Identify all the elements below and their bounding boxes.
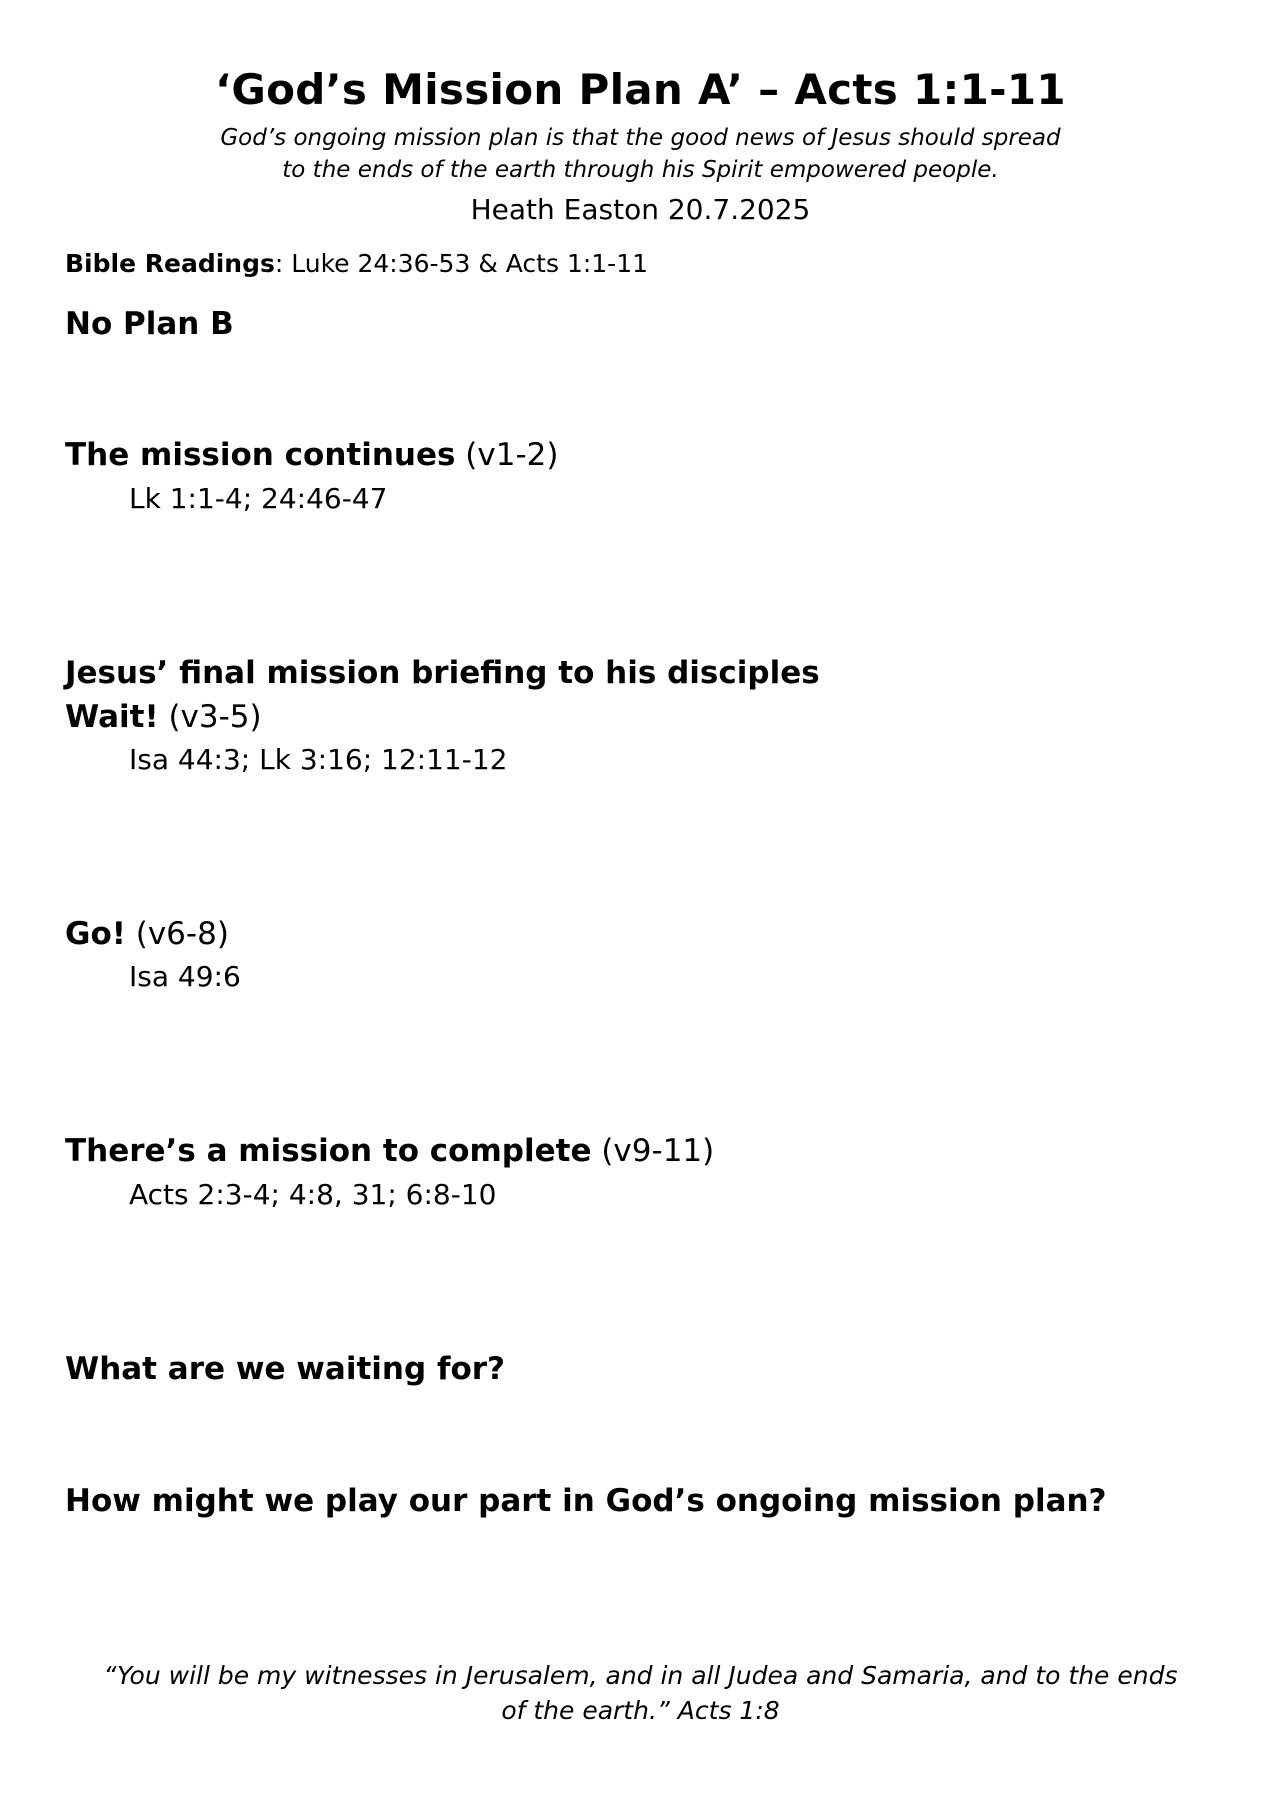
heading-mission-continues xyxy=(65,434,558,476)
subtitle-line-1: God’s ongoing mission plan is that the good news of Jesus should spread xyxy=(220,125,1061,151)
heading-play-our-part xyxy=(65,1480,1107,1522)
heading-mission-complete-text: There’s a mission to complete xyxy=(65,1133,592,1169)
bible-readings-label: Bible Readings xyxy=(65,249,275,278)
bible-readings-text: : Luke 24:36-53 & Acts 1:1-11 xyxy=(274,249,649,278)
heading-no-plan-b xyxy=(65,303,234,345)
heading-waiting-for xyxy=(65,1348,505,1390)
author-date: Heath Easton 20.7.2025 xyxy=(470,193,811,226)
refs-wait: Isa 44:3; Lk 3:16; 12:11-12 xyxy=(129,743,508,776)
footer-quote-line-2: of the earth.” Acts 1:8 xyxy=(501,1696,780,1725)
page-title: ‘God’s Mission Plan A’ – Acts 1:1-11 xyxy=(215,65,1066,114)
heading-no-plan-b-text: No Plan B xyxy=(65,306,234,342)
heading-mission-complete xyxy=(65,1130,714,1172)
subtitle-line-2: to the ends of the earth through his Spirit empowered people. xyxy=(282,157,999,183)
heading-mission-continues-verses: (v1-2) xyxy=(455,437,559,473)
heading-mission-continues-text: The mission continues xyxy=(65,437,456,473)
heading-go xyxy=(65,913,229,955)
heading-mission-complete-verses: (v9-11) xyxy=(591,1133,715,1169)
heading-wait-text: Wait! xyxy=(65,699,159,735)
heading-go-verses: (v6-8) xyxy=(125,916,229,952)
heading-wait-verses: (v3-5) xyxy=(158,699,262,735)
heading-play-our-part-text: How might we play our part in God’s ongoing mission plan? xyxy=(65,1483,1107,1519)
subtitle xyxy=(0,122,1281,186)
bible-readings xyxy=(65,247,648,281)
refs-go: Isa 49:6 xyxy=(129,960,241,993)
heading-wait xyxy=(65,696,262,738)
refs-mission-complete: Acts 2:3-4; 4:8, 31; 6:8-10 xyxy=(129,1178,497,1211)
heading-final-briefing-text: Jesus’ final mission briefing to his disciples xyxy=(65,655,820,691)
heading-waiting-for-text: What are we waiting for? xyxy=(65,1351,506,1387)
heading-go-text: Go! xyxy=(65,916,126,952)
heading-final-briefing xyxy=(65,652,820,694)
footer-quote-line-1: “You will be my witnesses in Jerusalem, and in all Judea and Samaria, and to the ends xyxy=(103,1661,1178,1690)
footer-quote xyxy=(60,1658,1221,1728)
refs-mission-continues: Lk 1:1-4; 24:46-47 xyxy=(129,482,388,515)
